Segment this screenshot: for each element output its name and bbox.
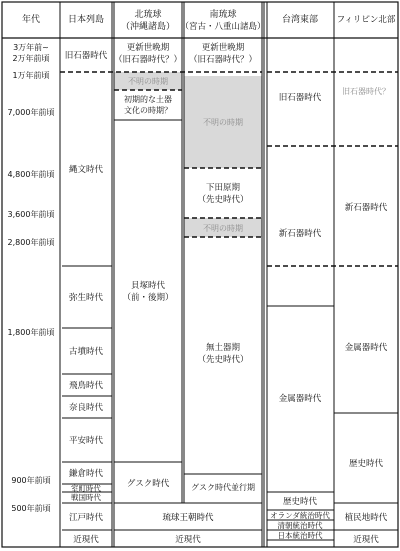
south-aceramic: 無土器期	[205, 343, 241, 353]
taiwan-paleolithic: 旧石器時代	[278, 93, 322, 103]
ryukyu-kingdom: 琉球王朝時代	[162, 513, 214, 523]
period-label: 500年前頃	[11, 504, 51, 513]
japan-kofun: 古墳時代	[68, 347, 104, 357]
japan-nara: 奈良時代	[68, 403, 104, 413]
period-label: 4,800年前頃	[7, 170, 55, 179]
taiwan-neolithic: 新石器時代	[278, 229, 322, 239]
philippines-neolithic: 新石器時代	[344, 203, 388, 213]
japan-jomon: 縄文時代	[68, 165, 104, 175]
header-japan: 日本列島	[67, 15, 105, 25]
period-label: 2万年前頃	[12, 54, 50, 63]
north-pleistocene: 更新世晩期	[126, 43, 170, 53]
south-shimotabaru: 下田原期	[205, 183, 241, 193]
japan-kamakura: 鎌倉時代	[68, 469, 104, 479]
south-gusuku-parallel: グスク時代並行期	[191, 483, 255, 492]
period-label: 900年前頃	[11, 476, 51, 485]
header-north-ryukyu-sub: （沖縄諸島）	[120, 22, 176, 32]
taiwan-history: 歴史時代	[282, 497, 318, 507]
modern-ryukyu: 近現代	[175, 535, 201, 545]
south-unknown-2: 不明の時期	[203, 224, 243, 233]
period-label: 7,000年前頃	[7, 108, 55, 117]
modern-philippines: 近現代	[353, 535, 379, 545]
north-shell-mound-sub: （前・後期）	[122, 293, 174, 303]
japan-heian: 平安時代	[68, 436, 104, 446]
taiwan-japanese: 日本統治時代	[277, 531, 323, 540]
header-south-ryukyu-sub: （宮古・八重山諸島）	[180, 22, 266, 32]
south-pleistocene-sub: （旧石器時代？）	[188, 55, 258, 65]
header-north-philippines: フィリピン北部	[336, 15, 396, 25]
header-north-ryukyu: 北琉球	[134, 10, 162, 20]
south-aceramic-sub: （先史時代）	[197, 355, 249, 365]
south-pleistocene: 更新世晩期	[201, 43, 245, 53]
philippines-paleolithic: 旧石器時代？	[342, 87, 390, 96]
period-label: 3,600年前頃	[7, 210, 55, 219]
taiwan-metal: 金属器時代	[278, 394, 322, 404]
header-east-taiwan: 台湾東部	[281, 15, 319, 25]
period-label: 3万年前~	[13, 43, 49, 52]
japan-muromachi: 室町時代	[71, 484, 101, 493]
japan-paleolithic: 旧石器時代	[64, 51, 108, 61]
japan-yayoi: 弥生時代	[68, 293, 104, 303]
north-gusuku: グスク時代	[126, 479, 170, 489]
north-early-pottery-sub: 文化の時期？	[124, 106, 172, 115]
north-unknown: 不明の時期	[128, 77, 168, 86]
header-south-ryukyu: 南琉球	[209, 10, 237, 20]
period-label: 1,800年前頃	[7, 328, 55, 337]
taiwan-qing: 清朝統治時代	[277, 521, 323, 530]
north-shell-mound: 貝塚時代	[130, 281, 166, 291]
japan-asuka: 飛鳥時代	[68, 381, 104, 391]
japan-edo: 江戸時代	[68, 513, 104, 523]
period-label: 2,800年前頃	[7, 238, 55, 247]
north-pleistocene-sub: （旧石器時代？）	[113, 55, 183, 65]
north-early-pottery: 初期的な土器	[124, 95, 172, 104]
japan-sengoku: 戦国時代	[71, 493, 101, 502]
south-unknown-1: 不明の時期	[203, 118, 243, 127]
philippines-metal: 金属器時代	[344, 343, 388, 353]
header-period: 年代	[21, 15, 41, 25]
philippines-colonial: 植民地時代	[344, 513, 388, 523]
south-shimotabaru-sub: （先史時代）	[197, 195, 249, 205]
period-label: 1万年前頃	[12, 71, 50, 80]
taiwan-dutch: オランダ統治時代	[270, 511, 330, 520]
philippines-history: 歴史時代	[348, 459, 384, 469]
modern-japan: 近現代	[73, 535, 99, 545]
